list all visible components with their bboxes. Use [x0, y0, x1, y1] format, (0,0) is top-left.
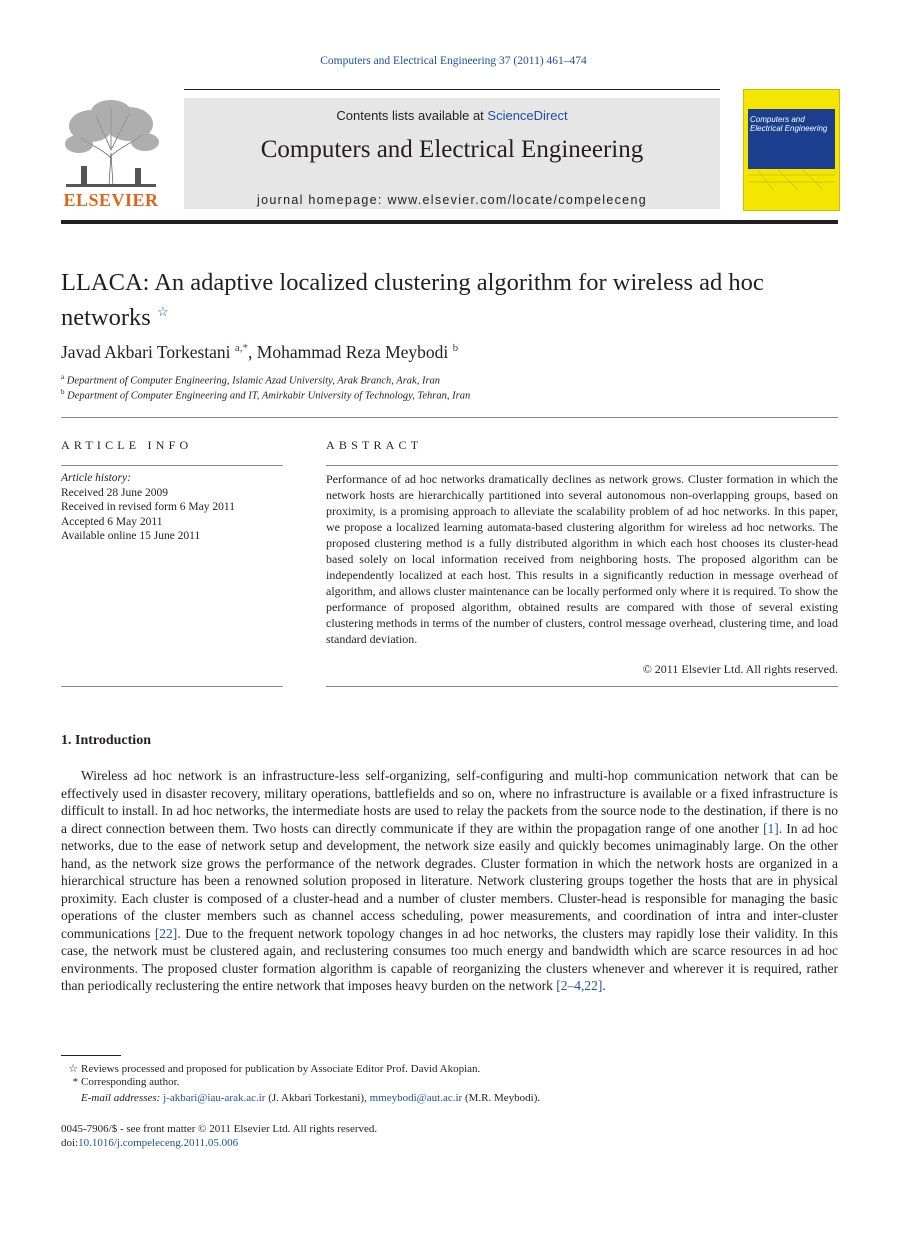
- cover-title: [750, 115, 827, 133]
- journal-banner: [184, 98, 720, 209]
- history-received: Received 28 June 2009: [61, 486, 168, 499]
- homepage-prefix: journal homepage:: [257, 193, 388, 207]
- email-owner-1: (J. Akbari Torkestani),: [265, 1092, 370, 1104]
- history-accepted: Accepted 6 May 2011: [61, 515, 163, 528]
- footnote-corr-text: Corresponding author.: [81, 1076, 180, 1088]
- cover-title-line-1: Computers and: [750, 115, 805, 124]
- article-info-rule: [61, 465, 283, 466]
- doi-label: doi:: [61, 1137, 79, 1149]
- homepage-link[interactable]: www.elsevier.com/locate/compeleceng: [387, 193, 647, 207]
- abstract-body: Performance of ad hoc networks dramatically declines as network grows. Cluster formation in which the network hosts are hierarchically partitioned into several autonomous non-overlapping groups, based on proximity, is a promising approach to alleviate the scalability problem of ad hoc networks. In this paper, we propose a localized learning automata-based clustering algorithm for wireless ad hoc networks. The proposed clustering method is a fully distributed algorithm in which each host chooses its cluster-head based solely on local information received from neighboring hosts. The proposed algorithm can be independently localized at each host. This results in a significantly reduction in message overhead of algorithm, and allows cluster maintenance can be locally performed only where it is required. To show the performance of proposed algorithm, obtained results are compared with those of several existing clustering methods in terms of the number of clusters, control message overhead, clustering time, and load standard deviation.: [326, 472, 838, 646]
- affiliation-a-text: Department of Computer Engineering, Islamic Azad University, Arak Branch, Arak, Iran: [66, 375, 441, 387]
- affiliation-a: [61, 373, 440, 387]
- email-owner-2: (M.R. Meybodi).: [462, 1092, 541, 1104]
- author-2: Mohammad Reza Meybodi: [256, 342, 449, 362]
- footnote-review: [61, 1062, 480, 1075]
- author-1: Javad Akbari Torkestani: [61, 342, 231, 362]
- footnote-review-text: Reviews processed and proposed for publication by Associate Editor Prof. David Akopian.: [81, 1063, 481, 1075]
- history-label: Article history:: [61, 472, 131, 484]
- email-link-meybodi[interactable]: mmeybodi@aut.ac.ir: [369, 1092, 463, 1104]
- intro-text-4: .: [602, 978, 606, 993]
- footnote-corr-mark: *: [72, 1076, 78, 1088]
- author-1-corresponding-star[interactable]: *: [242, 342, 249, 354]
- introduction-paragraph: [61, 767, 838, 995]
- email-label: E-mail addresses:: [81, 1092, 161, 1104]
- title-line-1: LLACA: An adaptive localized clustering algorithm for wireless ad hoc: [61, 269, 764, 296]
- journal-homepage: [184, 193, 720, 207]
- article-info-bottom-rule: [61, 686, 283, 687]
- abstract-bottom-rule: [326, 686, 838, 687]
- affiliation-b: [61, 388, 470, 402]
- title-footnote-star[interactable]: ☆: [156, 304, 169, 319]
- journal-cover-thumbnail[interactable]: [743, 89, 840, 211]
- section-heading-introduction: 1. Introduction: [61, 733, 151, 748]
- doi-line: [61, 1137, 238, 1149]
- sciencedirect-link[interactable]: ScienceDirect: [487, 108, 568, 123]
- journal-name: Computers and Electrical Engineering: [260, 136, 644, 163]
- contents-line: [184, 108, 720, 123]
- history-online: Available online 15 June 2011: [61, 530, 201, 542]
- footnote-corresponding: [61, 1076, 179, 1088]
- article-history: [61, 471, 235, 544]
- reference-link-22[interactable]: [22]: [154, 925, 178, 941]
- affiliation-divider: [61, 417, 838, 418]
- affiliation-b-sup: b: [61, 388, 65, 396]
- affiliation-a-sup: a: [61, 373, 65, 381]
- author-2-affil-sup[interactable]: b: [452, 342, 459, 354]
- abstract-rule: [326, 465, 838, 466]
- article-info-heading: ARTICLE INFO: [61, 438, 193, 452]
- footnote-emails: [81, 1092, 540, 1104]
- issn-line: 0045-7906/$ - see front matter © 2011 Elsevier Ltd. All rights reserved.: [61, 1123, 378, 1135]
- intro-text-2: . In ad hoc networks, due to the ease of network setup and development, the network size easily and quickly becomes unimaginably large. On the other hand, as the network size grows the performance of the network degrades. Cluster formation in which the network hosts are organized in a hierarchical structure has been a renowned solution proposed in literature. Network clustering groups together the hosts that are in physical proximity. Each cluster is composed of a cluster-head and a number of cluster members. Cluster-head is responsible for managing the basic operations of the cluster members such as channel access scheduling, power measurements, and coordination of intra and inter-cluster communications: [61, 820, 838, 941]
- email-link-torkestani[interactable]: j-akbari@iau-arak.ac.ir: [163, 1092, 266, 1104]
- reference-link-2-4-22[interactable]: [2–4,22]: [556, 978, 603, 993]
- author-list: Javad Akbari Torkestani $^{a,*}$, Mohammad Reza Meybodi $^b$: [61, 342, 459, 362]
- reference-link-1[interactable]: [1]: [763, 820, 779, 836]
- abstract-copyright: © 2011 Elsevier Ltd. All rights reserved.: [642, 662, 838, 676]
- title-line-2: networks: [61, 304, 151, 331]
- banner-top-rule: [184, 89, 720, 90]
- journal-citation[interactable]: Computers and Electrical Engineering 37 (2011) 461–474: [320, 55, 587, 67]
- abstract-heading: ABSTRACT: [326, 438, 423, 452]
- article-title: [61, 268, 838, 332]
- history-revised: Received in revised form 6 May 2011: [61, 501, 235, 513]
- cover-title-line-2: Electrical Engineering: [750, 124, 828, 133]
- author-1-affil-sup[interactable]: a,: [234, 342, 243, 354]
- intro-text-3: . Due to the frequent network topology changes in ad hoc networks, the clusters may rapidly lose their validity. In this case, the network must be clustered again, and reclustering consumes too much energy and bandwidth which are scarce resources in ad hoc environments. The proposed cluster formation algorithm is capable of reorganizing the clusters whenever and wherever it is required, rather than periodically reclustering the entire network that imposes heavy burden on the network: [61, 925, 838, 993]
- intro-text-1: Wireless ad hoc network is an infrastructure-less self-organizing, self-configuring and multi-hop communication network that can be effectively used in disaster recovery, military operations, battlefields and so on, where no infrastructure is available or a fixed infrastructure is difficult to install. In ad hoc networks, the intermediate hosts are used to relay the packets from the source node to the destination, if there is no a direct connection between them. Two hosts can directly communicate if they are within the propagation range of one another: [61, 768, 838, 836]
- footnote-divider: [61, 1055, 121, 1056]
- cover-pattern: [748, 170, 835, 190]
- header-divider: [61, 220, 838, 224]
- footnote-star-mark: ☆: [68, 1063, 78, 1075]
- contents-prefix: Contents lists available at: [336, 108, 488, 123]
- doi-link[interactable]: 10.1016/j.compeleceng.2011.05.006: [78, 1137, 239, 1149]
- elsevier-wordmark: ELSEVIER: [63, 190, 159, 210]
- affiliation-b-text: Department of Computer Engineering and IT, Amirkabir University of Technology, Tehran, Iran: [67, 390, 471, 402]
